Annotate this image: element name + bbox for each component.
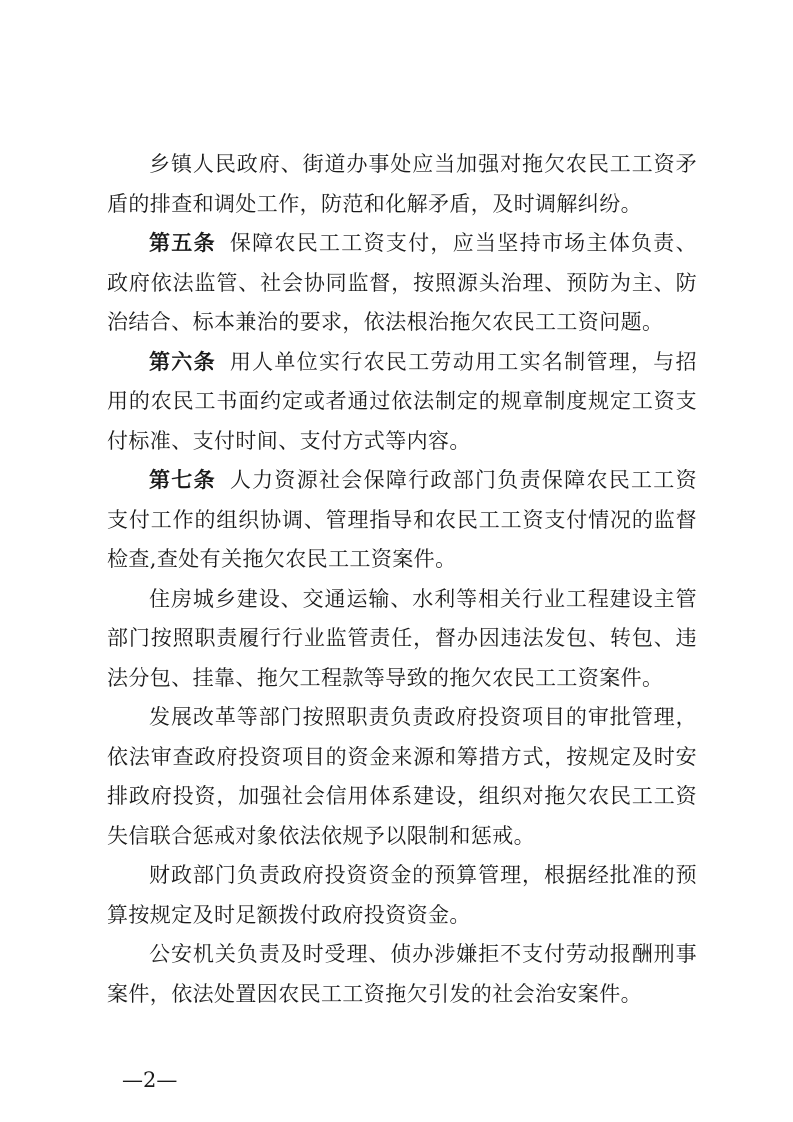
paragraph-construction-departments — [107, 580, 697, 699]
paragraph-development-reform — [107, 698, 697, 856]
article-5 — [107, 224, 697, 343]
paragraph-text: 财政部门负责政府投资资金的预算管理，根据经批准的预算按规定及时足额拨付政府投资资金。 — [107, 863, 697, 927]
page-number: —2— — [122, 1068, 178, 1092]
paragraph-text: 保障农民工工资支付，应当坚持市场主体负责、政府依法监管、社会协同监督，按照源头治理、预防为主、防治结合、标本兼治的要求，依法根治拖欠农民工工资问题。 — [107, 231, 697, 334]
paragraph-township-duties — [107, 145, 697, 224]
paragraph-public-security — [107, 935, 697, 1014]
article-number: 第五条 — [149, 231, 216, 255]
article-number: 第六条 — [149, 349, 216, 374]
paragraph-text: 住房城乡建设、交通运输、水利等相关行业工程建设主管部门按照职责履行行业监管责任，督办因违法发包、转包、违法分包、挂靠、拖欠工程款等导致的拖欠农民工工资案件。 — [107, 586, 697, 690]
paragraph-text: 乡镇人民政府、街道办事处应当加强对拖欠农民工工资矛盾的排查和调处工作，防范和化解矛盾，及时调解纠纷。 — [107, 152, 697, 216]
article-6 — [107, 343, 697, 462]
article-number: 第七条 — [149, 468, 216, 492]
paragraph-text: 人力资源社会保障行政部门负责保障农民工工资支付工作的组织协调、管理指导和农民工工资支付情况的监督检查,查处有关拖欠农民工工资案件。 — [107, 468, 697, 571]
paragraph-text: 发展改革等部门按照职责负责政府投资项目的审批管理，依法审查政府投资项目的资金来源和筹措方式，按规定及时安排政府投资，加强社会信用体系建设，组织对拖欠农民工工资失信联合惩戒对象依法依规予以限制和惩戒。 — [107, 705, 697, 848]
paragraph-text: 公安机关负责及时受理、侦办涉嫌拒不支付劳动报酬刑事案件，依法处置因农民工工资拖欠引发的社会治安案件。 — [107, 942, 697, 1006]
document-body — [107, 145, 697, 1014]
article-7 — [107, 461, 697, 580]
paragraph-text: 用人单位实行农民工劳动用工实名制管理，与招用的农民工书面约定或者通过依法制定的规章制度规定工资支付标准、支付时间、支付方式等内容。 — [107, 349, 697, 453]
paragraph-finance-department — [107, 856, 697, 935]
